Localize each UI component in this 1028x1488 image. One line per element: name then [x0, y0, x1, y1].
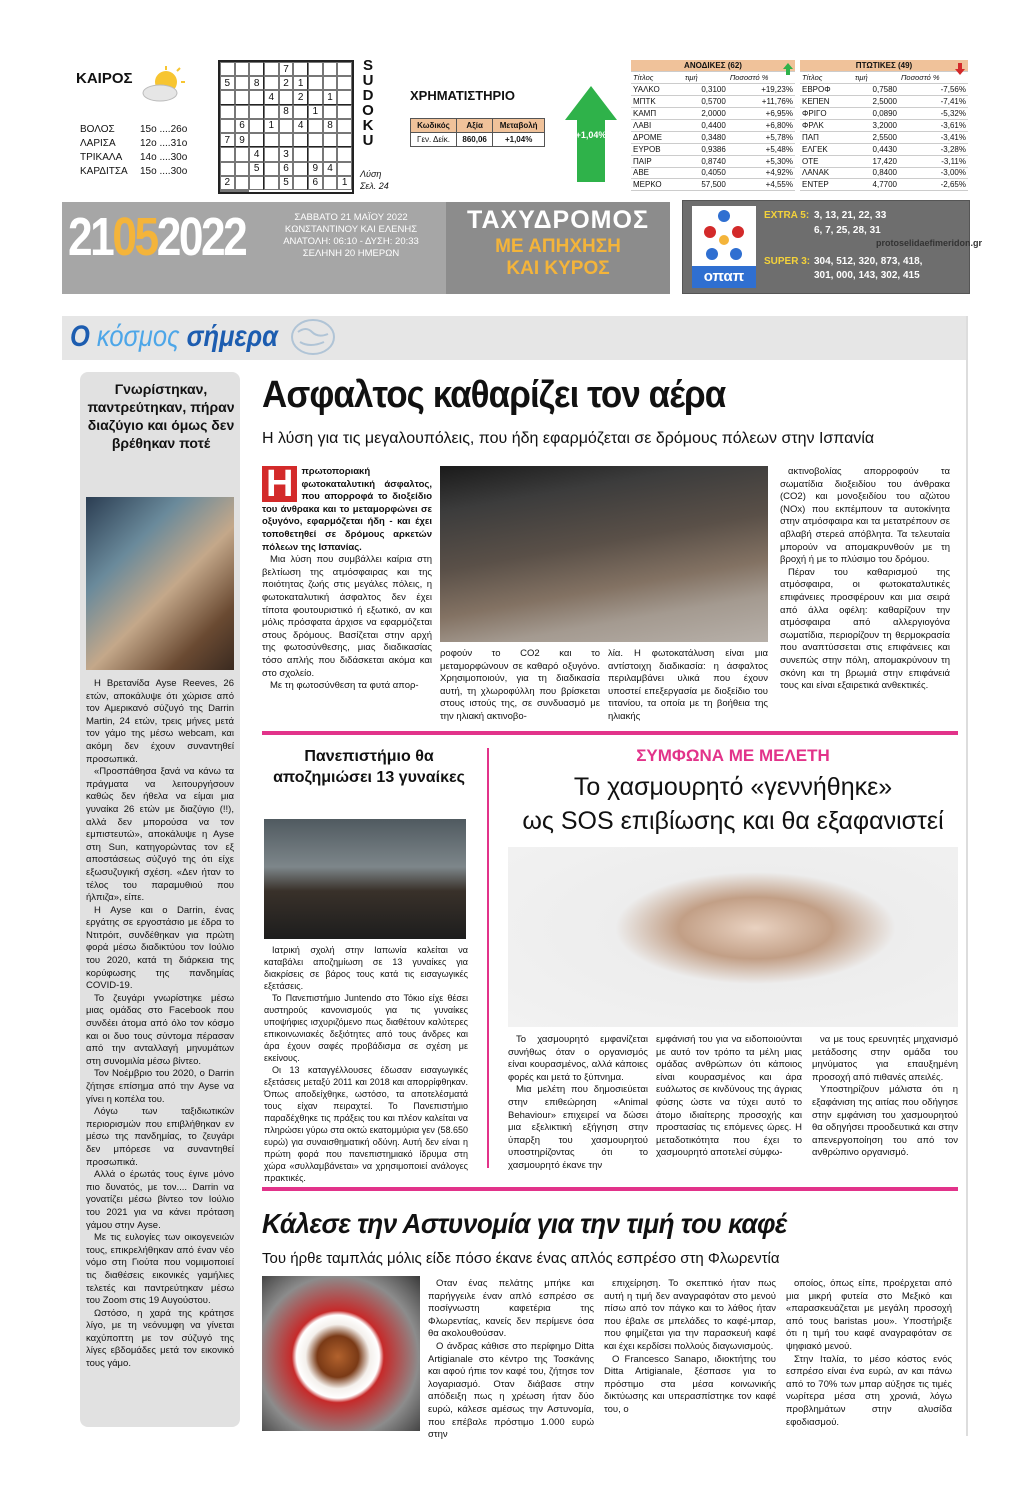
stock-cell: -3,00%: [899, 167, 968, 179]
stock-cell: 0,5700: [683, 96, 728, 108]
sudoku-cell: [337, 76, 352, 90]
sudoku-cell: [220, 105, 235, 119]
stock-cell: -2,65%: [899, 179, 968, 191]
stock-row: [631, 84, 795, 96]
stock-cell: 0,4400: [683, 119, 728, 131]
sudoku-cell: 4: [264, 90, 279, 104]
stock-cell: ΛΑΒΙ: [631, 119, 683, 131]
masthead-slogan: ΜΕ ΑΠΗΧΗΣΗ ΚΑΙ ΚΥΡΟΣ: [495, 236, 621, 279]
sudoku-cell: 7: [279, 62, 294, 76]
stock-cell: ΜΕΡΚΟ: [631, 179, 683, 191]
stock-col-header: Τίτλος: [631, 72, 683, 84]
sudoku-cell: [235, 190, 250, 192]
sudoku-cell: 7: [220, 133, 235, 147]
stock-row: [631, 155, 795, 167]
stock-cell: 0,4050: [683, 167, 728, 179]
sudoku-cell: [308, 62, 323, 76]
stock-col-header: τιμή: [683, 72, 728, 84]
stock-cell: -7,56%: [899, 84, 968, 96]
sudoku-cell: 1: [293, 76, 308, 90]
sudoku-cell: [337, 147, 352, 161]
stock-col-header: τιμή: [853, 72, 899, 84]
sudoku-cell: [235, 147, 250, 161]
sudoku-cell: 1: [337, 176, 352, 190]
sudoku-cell: [220, 147, 235, 161]
article1-title: Ασφαλτος καθαρίζει τον αέρα: [262, 374, 726, 416]
sudoku-cell: 9: [308, 162, 323, 176]
sudoku-cell: 2: [220, 176, 235, 190]
stock-cell: 2,0000: [683, 108, 728, 120]
stock-cell: ΟΤΕ: [800, 155, 853, 167]
stock-cell: ΑΒΕ: [631, 167, 683, 179]
sudoku-cell: [264, 62, 279, 76]
stock-cell: ΠΑΠ: [800, 131, 853, 143]
sudoku-title: [358, 58, 378, 148]
stock-col-header: Ποσοστό %: [899, 72, 968, 84]
stock-row: [800, 131, 968, 143]
sudoku-letter: U: [362, 72, 374, 89]
stock-table-title: ΠΤΩΤΙΚΕΣ (49): [800, 60, 968, 72]
article1-col1: Η πρωτοποριακή φωτοκαταλυτική άσφαλτος, που απορροφά το διοξείδιο του άνθρακα και το μεταμορφώνει σε οξυγόνο, εφαρμόζεται ήδη - και έχει τοποθετηθεί σε δρόμους αρκετών πόλεων της Ισπανίας. Μια λύση που συμβάλλει καίρια στη βελτίωση της ατμόσφαιρας και της ποιότητας ζωής στις μεγάλες πόλεις, η φωτοκαταλυτική άσφαλτος δεν έχει τίποτα φουτουριστικό ή εξωτικό, αν και μόλις πρόσφατα άρχισε να εφαρμόζεται στους δρόμους. Βασίζεται στην αρχή της φωτοσύνθεσης, μιας διαδικασίας τόσο απλής που διδάσκεται ακόμα και στο σχολείο. Με τη φωτοσύνθεση τα φυτά απορ-: [262, 463, 432, 692]
index-change-label: +1,04%: [575, 130, 607, 140]
falling-stocks-table: [800, 60, 968, 191]
stock-cell: ΚΑΜΠ: [631, 108, 683, 120]
sudoku-cell: 2: [279, 76, 294, 90]
stock-row: [631, 119, 795, 131]
sudoku-solution-ref: Λύση Σελ. 24: [360, 169, 389, 191]
sudoku-cell: [293, 162, 308, 176]
sudoku-cell: [249, 105, 264, 119]
stock-cell: -3,11%: [899, 155, 968, 167]
stock-row: [800, 143, 968, 155]
sudoku-cell: 5: [249, 162, 264, 176]
sudoku-cell: [323, 176, 338, 190]
sudoku-cell: 6: [279, 162, 294, 176]
sudoku-cell: [249, 176, 264, 190]
red-arrow-icon: [955, 62, 965, 74]
sudoku-cell: [323, 62, 338, 76]
sudoku-cell: [264, 105, 279, 119]
sudoku-cell: [337, 90, 352, 104]
extra5-numbers: 6, 7, 25, 28, 31: [814, 225, 881, 236]
stock-row: [631, 96, 795, 108]
stock-row: [800, 84, 968, 96]
sudoku-cell: 4: [323, 162, 338, 176]
stock-cell: -3,28%: [899, 143, 968, 155]
rising-stocks-table: [631, 60, 795, 191]
stock-cell: 3,2000: [853, 119, 899, 131]
stock-row: [800, 167, 968, 179]
stock-cell: ΦΡΛΚ: [800, 119, 853, 131]
stock-cell: 0,8400: [853, 167, 899, 179]
sudoku-cell: [293, 133, 308, 147]
sudoku-letter: S: [362, 57, 373, 74]
stock-cell: 0,3480: [683, 131, 728, 143]
stock-cell: ΚΕΠΕΝ: [800, 96, 853, 108]
sudoku-cell: 8: [323, 119, 338, 133]
sudoku-cell: [293, 147, 308, 161]
sudoku-cell: [249, 119, 264, 133]
article3-photo: [508, 847, 958, 1027]
stock-cell: 4,7700: [853, 179, 899, 191]
sudoku-cell: [279, 90, 294, 104]
stock-cell: ΥΑΛΚΟ: [631, 84, 683, 96]
stock-cell: 0,8740: [683, 155, 728, 167]
stock-cell: -7,41%: [899, 96, 968, 108]
sudoku-cell: [337, 105, 352, 119]
article3-kicker: ΣΥΜΦΩΝΑ ΜΕ ΜΕΛΕΤΗ: [636, 746, 830, 765]
sudoku-cell: [235, 62, 250, 76]
weather-row: ΒΟΛΟΣ 15o ....26o: [80, 124, 188, 135]
stock-cell: -3,41%: [899, 131, 968, 143]
article1-col2: ροφούν το CO2 και το μεταμορφώνουν σε καθαρό οξυγόνο. Χρησιμοποιούν, για τη διαδικασία αυτή, τη χλωροφύλλη που βρίσκεται στους ιστούς της, σε συνδυασμό με την ηλιακή ακτινοβο-: [440, 648, 600, 722]
sudoku-letter: D: [362, 87, 374, 104]
sudoku-cell: [279, 133, 294, 147]
sidebar-headline: Γνωρίστηκαν, παντρεύτηκαν, πήραν διαζύγιο και όμως δεν βρέθηκαν ποτέ: [87, 381, 235, 451]
sudoku-cell: [264, 162, 279, 176]
article2-body: Ιατρική σχολή στην Ιαπωνία καλείται να καταβάλει αποζημίωση σε 13 γυναίκες για διακρίσεις σε βάρος τους κατά τις εισαγωγικές εξετάσεις. Το Πανεπιστήμιο Juntendo στο Τόκιο είχε θέσει αυστηρούς κανονισμούς για τις γυναίκες υποψήφιες ισχυριζόμενο πως διαθέτουν καλύτερες επικοινωνιακές δεξιότητες από τους άνδρες και άρα έχουν σαφές προβάδισμα σε σχέση με εκείνους. Οι 13 καταγγέλλουσες έδωσαν εισαγωγικές εξετάσεις μεταξύ 2011 και 2018 και απορρίφθηκαν. Όπως αποδείχθηκε, ωστόσο, τα αποτελέσματά τους είχαν πειραχτεί. Το Πανεπιστήμιο παραδέχθηκε τις πράξεις του και πλέον καλείται να πληρώσει γύρω στα οκτώ εκατομμύρια γεν (58.650 ευρώ) για συναισθηματική οδύνη. Αυτή δεν είναι η πρώτη φορά που πανεπιστημιακό ίδρυμα στη χώρα «συλλαμβάνεται» να χρησιμοποιεί ανάλογες πρακτικές.: [264, 945, 468, 1183]
stock-row: [800, 119, 968, 131]
sudoku-cell: 5: [279, 176, 294, 190]
article4-photo: [262, 1276, 420, 1431]
sudoku-letter: K: [362, 117, 374, 134]
sudoku-cell: [220, 190, 235, 192]
stock-cell: +6,95%: [728, 108, 795, 120]
sudoku-cell: [249, 133, 264, 147]
sudoku-cell: [337, 119, 352, 133]
stock-cell: 0,0890: [853, 108, 899, 120]
sudoku-cell: [279, 119, 294, 133]
exchange-title: ΧΡΗΜΑΤΙΣΤΗΡΙΟ: [410, 88, 515, 103]
stock-cell: +11,76%: [728, 96, 795, 108]
article3-title: Το χασμουρητό «γεννήθηκε» ως SOS επιβίωσης και θα εξαφανιστεί: [522, 773, 944, 835]
sudoku-cell: [293, 62, 308, 76]
article4-subtitle: Του ήρθε ταμπλάς μόλις είδε πόσο έκανε ένας απλός εσπρέσο στη Φλωρεντία: [262, 1250, 780, 1267]
sudoku-cell: [323, 133, 338, 147]
stock-cell: +4,55%: [728, 179, 795, 191]
article4-col3: οποίος, όπως είπε, προέρχεται από μια μικρή φυτεία στο Μεξικό και «παρασκευάζεται με μεγάλη προσοχή από τους baristas μου». Υποστήριξε ότι η τιμή του καφέ αναγραφόταν σε ψηφιακό μενού. Στην Ιταλία, το μέσο κόστος ενός εσπρέσο είναι ένα ευρώ, αν και πάνω από το 70% των μπαρ αύξησε τις τιμές νωρίτερα μέσα στη χρονιά, λόγω προβλημάτων στην αλυσίδα εφοδιασμού.: [786, 1278, 952, 1428]
masthead-title: ΤΑΧΥΔΡΟΜΟΣ: [467, 206, 649, 234]
sudoku-cell: [264, 176, 279, 190]
sudoku-cell: [264, 147, 279, 161]
sudoku-cell: 2: [293, 90, 308, 104]
article1-col3: λία. Η φωτοκατάλυση είναι μια αντίστοιχη διαδικασία: η άσφαλτος περιλαμβάνει υλικά που έχουν υποστεί επεξεργασία με διοξείδιο του τιτανίου, τα οποία με τη βοήθεια της ηλιακής: [608, 648, 768, 722]
stock-row: [800, 108, 968, 120]
article2-title: Πανεπιστήμιο θα αποζημιώσει 13 γυναίκες: [273, 748, 465, 786]
extra5-label: EXTRA 5:: [764, 210, 810, 221]
stock-cell: ΔΡΟΜΕ: [631, 131, 683, 143]
extra5-numbers: 3, 13, 21, 22, 33: [814, 210, 887, 221]
stock-cell: ΦΡΙΓΟ: [800, 108, 853, 120]
watermark: protoselidaefimeridon.gr: [876, 238, 983, 248]
article1-subtitle: Η λύση για τις μεγαλουπόλεις, που ήδη εφαρμόζεται σε δρόμους πόλεων στην Ισπανία: [262, 430, 875, 447]
sudoku-cell: 3: [279, 147, 294, 161]
sudoku-cell: [323, 147, 338, 161]
article4-col2: επιχείρηση. Το σκεπτικό ήταν πως αυτή η τιμή δεν αναγραφόταν στο μενού πίσω από τον πάγκο και το λάθος ήταν που έβαλε σε μπελάδες το καφέ-μπαρ, που φημίζεται για την παρασκευή καφέ και έχει κερδίσει πολλούς διαγωνισμούς. Ο Francesco Sanapo, ιδιοκτήτης του Ditta Artigianale, ξέσπασε για το πρόστιμο στα μέσα κοινωνικής δικτύωσης και υπερασπίστηκε τον καφέ του, ο: [604, 1278, 776, 1415]
exchange-table: Κωδικός Αξία Μεταβολή Γεν. Δείκ. 860,06 +1,04%: [410, 118, 545, 147]
super3-numbers: 304, 512, 320, 873, 418,: [814, 256, 923, 267]
section-divider: [262, 731, 958, 735]
article3-col1: Το χασμουρητό εμφανίζεται συνήθως όταν ο οργανισμός είναι κουρασμένος, αλλά κάποιες φορές και μετά το ξύπνημα. Μια μελέτη που δημοσιεύεται στην επιθεώρηση «Animal Behaviour» επιχειρεί να δώσει μια εξελικτική εξήγηση στην ύπαρξη του χασμουρητού υποστηρίζοντας ότι το χασμουρητό έκανε την: [508, 1034, 648, 1171]
sudoku-cell: 9: [235, 133, 250, 147]
stock-cell: ΕΝΤΕΡ: [800, 179, 853, 191]
stock-cell: +4,92%: [728, 167, 795, 179]
article3-col2: εμφάνισή του για να ειδοποιούνται με αυτό τον τρόπο τα μέλη μιας ομάδας ανθρώπων ότι κάποιος είναι κουρασμένος και άρα ευάλωτος σε κινδύνους της άγριας φύσης ώστε να τύχει αυτό το άτομο ιδιαίτερης προσοχής και προστασίας τις επόμενες ώρες. Η μεταδοτικότητα που έχει το χασμουρητό αποτελεί σύμφω-: [656, 1034, 802, 1159]
sudoku-cell: [308, 133, 323, 147]
sudoku-cell: [323, 105, 338, 119]
sidebar-photo: [86, 497, 234, 670]
stock-cell: 2,5000: [853, 96, 899, 108]
stock-row: [631, 179, 795, 191]
sudoku-cell: [249, 62, 264, 76]
sudoku-cell: [235, 162, 250, 176]
column-divider: [487, 748, 489, 1168]
stock-cell: 0,7580: [853, 84, 899, 96]
article1-photo: [440, 466, 768, 642]
globe-icon: [290, 318, 336, 356]
sudoku-cell: [220, 162, 235, 176]
sudoku-letter: U: [362, 132, 374, 149]
stock-cell: 57,500: [683, 179, 728, 191]
section-divider: [262, 1187, 958, 1191]
sudoku-cell: 8: [279, 105, 294, 119]
sudoku-cell: 4: [293, 119, 308, 133]
sudoku-cell: [337, 133, 352, 147]
stock-cell: +5,30%: [728, 155, 795, 167]
sudoku-cell: 1: [264, 119, 279, 133]
super3-numbers: 301, 000, 143, 302, 415: [814, 270, 920, 281]
right-rule: [966, 316, 968, 1436]
date-info: ΣΑΒΒΑΤΟ 21 ΜΑΪΟΥ 2022 ΚΩΝΣΤΑΝΤΙΝΟΥ ΚΑΙ ΕΛΕΝΗΣ ΑΝΑΤΟΛΗ: 06:10 - ΔΥΣΗ: 20:33 ΣΕΛΗΝΗ 20 ΗΜΕΡΩΝ: [283, 212, 419, 259]
weather-row: ΚΑΡΔΙΤΣΑ 15o ....30o: [80, 166, 188, 177]
article4-col1: Οταν ένας πελάτης μπήκε και παρήγγειλε έναν απλό εσπρέσο σε ποσίγνωστη καφετέρια της Φλωρεντίας, κανείς δεν περίμενε όσα θα ακολουθούσαν. Ο άνδρας κάθισε στο περίφημο Ditta Artigianale στο κέντρο της Τοσκάνης και αφού ήπιε τον καφέ του, ζήτησε τον λογαριασμό. Οταν διάβασε στην απόδειξη πως η χρέωση ήταν δύο ευρώ, κάλεσε αμέσως την Αστυνομία, που επέβαλε πρόστιμο 1.000 ευρώ στην: [428, 1278, 594, 1441]
stock-cell: +19,23%: [728, 84, 795, 96]
sudoku-cell: [308, 90, 323, 104]
article1-col4: ακτινοβολίας απορροφούν τα σωματίδια διοξειδίου του άνθρακα (CO2) και μονοξειδίου του αζώτου (NOx) που εκπέμπουν τα αυτοκίνητα στην ατμόσφαιρα και τα μετατρέπουν σε αβλαβή στερεά απόβλητα. Τα τελευταία μπορούν να απομακρυνθούν με τη βροχή ή με το πλύσιμο του δρόμου. Πέραν του καθαρισμού της ατμόσφαιρα, οι φωτοκαταλυτικές επιφάνειες προσφέρουν και μια σειρά από άλλα οφέλη: καθαρίζουν την ατμόσφαιρα από αλλεργιογόνα σωματίδια, περιορίζουν τη θερμοκρασία που αναπτύσσεται στις επιφάνειες και συνεπώς στην πόλη, απομακρύνουν τη σκόνη και τη βρωμιά στην επιφάνειά τους και είναι εξαιρετικά ανθεκτικές.: [780, 466, 950, 692]
green-arrow-icon: [783, 62, 793, 74]
stock-row: [631, 108, 795, 120]
stock-cell: 0,4430: [853, 143, 899, 155]
stock-cell: ΕΥΡΟΒ: [631, 143, 683, 155]
stock-cell: +5,78%: [728, 131, 795, 143]
sidebar-body: Η Βρετανίδα Ayse Reeves, 26 ετών, αποκάλυψε ότι χώρισε από τον Αμερικανό σύζυγό της Darrin Martin, 24 ετών, τρεις μήνες μετά τον γάμο της μέσω webcam, και ακόμη δεν έχουν συναντηθεί προσωπικά. «Προσπάθησα ξανά να κάνω τα πράγματα να λειτουργήσουν καθώς δεν ήθελα να είμαι μια γυναίκα 26 ετών με διαζύγιο (!!), αλλά δεν μπορούσα να τον εμπιστευτώ», αποκάλυψε η Ayse στη Sun, κατηγορώντας τον εξ αποστάσεως σύζυγό της ότι είχε εξωσυζυγική σχέση. «Δεν ήταν το τέλος του παραμυθιού που ήλπιζα», είπε. Η Ayse και ο Darrin, ένας εργάτης σε εργοστάσιο με έδρα το Ντιτρόιτ, συνδέθηκαν για πρώτη φορά μέσω διαδικτύου τον Ιούλιο του 2020, κατά τη διάρκεια της κορύφωσης της πανδημίας COVID-19. Το ζευγάρι γνωρίστηκε μέσω μιας ομάδας στο Facebook που συνδέει άτομα από όλο τον κόσμο και οι δυο τους σύντομα πέρασαν από την ανταλλαγή μηνυμάτων στη συνομιλία μέσω βίντεο. Τον Νοέμβριο του 2020, ο Darrin ζήτησε επίσημα από την Ayse να γίνει η κοπέλα του. Λόγω των ταξιδιωτικών περιορισμών που επιβλήθηκαν εν μέσω της πανδημίας, το ζευγάρι δεν μπόρεσε να συναντηθεί προσωπικά. Αλλά ο έρωτάς τους έγινε μόνο πιο δυνατός, με τον.... Darrin να γονατίζει μέσω βίντεο τον Ιούλιο του 2021 για να κάνει πρόταση γάμου στην Ayse. Με τις ευλογίες των οικογενειών τους, επικρελήθηκαν από έναν νέο νόμο στη Γιούτα που νομιμοποιεί τις διαθέσεις εικονικές γαμήλιες τελετές και παντρεύτηκαν μέσω του Zoom στις 19 Αυγούστου. Ωστόσο, η χαρά της κράτησε λίγο, με τη νεόνυμφη να γίνεται καχύποπτη με τον σύζυγό της λίγες εβδομάδες μετά τον εικονικό τους γάμο.: [86, 678, 234, 1370]
sudoku-cell: 4: [249, 147, 264, 161]
sudoku-cell: 1: [308, 105, 323, 119]
stock-cell: 0,9386: [683, 143, 728, 155]
stock-row: [631, 143, 795, 155]
stock-cell: ΜΠΤΚ: [631, 96, 683, 108]
stock-cell: +6,80%: [728, 119, 795, 131]
stock-cell: 2,5500: [853, 131, 899, 143]
stock-cell: ΛΑΝΑΚ: [800, 167, 853, 179]
stock-row: [800, 179, 968, 191]
stock-row: [800, 96, 968, 108]
sudoku-cell: 6: [308, 176, 323, 190]
stock-row: [800, 155, 968, 167]
weather-row: ΤΡΙΚΑΛΑ 14o ....30o: [80, 152, 188, 163]
sudoku-cell: [337, 162, 352, 176]
sudoku-cell: [249, 90, 264, 104]
sun-cloud-icon: [140, 66, 186, 102]
sudoku-cell: [308, 147, 323, 161]
sudoku-cell: [337, 62, 352, 76]
sudoku-cell: [220, 119, 235, 133]
stock-cell: -5,32%: [899, 108, 968, 120]
weather-title: ΚΑΙΡΟΣ: [76, 70, 133, 87]
sudoku-cell: [293, 105, 308, 119]
sudoku-cell: [220, 90, 235, 104]
stock-col-header: Ποσοστό %: [728, 72, 795, 84]
stock-cell: 17,420: [853, 155, 899, 167]
sudoku-cell: [235, 76, 250, 90]
sudoku-grid: [218, 60, 354, 194]
stock-cell: ΕΒΡΟΦ: [800, 84, 853, 96]
sudoku-cell: [323, 76, 338, 90]
stock-col-header: Τίτλος: [800, 72, 853, 84]
article4-title: Κάλεσε την Αστυνομία για την τιμή του καφέ: [262, 1208, 787, 1239]
article2-photo: [264, 819, 466, 939]
sudoku-cell: 5: [220, 76, 235, 90]
stock-row: [631, 167, 795, 179]
stock-cell: ΕΛΓΕΚ: [800, 143, 853, 155]
sudoku-cell: [308, 119, 323, 133]
weather-row: ΛΑΡΙΣΑ 12o ....31o: [80, 138, 188, 149]
weather-box: [64, 62, 214, 192]
sudoku-cell: 6: [235, 119, 250, 133]
sudoku-cell: [264, 133, 279, 147]
sudoku-cell: [220, 62, 235, 76]
opap-logo: οπαπ: [692, 206, 756, 288]
sudoku-cell: [264, 76, 279, 90]
stock-table-title: ΑΝΟΔΙΚΕΣ (62): [631, 60, 795, 72]
article3-col3: να με τους ερευνητές μηχανισμό μετάδοσης στην ομάδα του μηνύματος για επαυξημένη προσοχή από πιθανές απειλές. Υποστηρίζουν μάλιστα ότι η εξαφάνιση της αιτίας που οδήγησε στην εμφάνιση του χασμουρητού θα οδηγήσει προοδευτικά και στην απενεργοποίηση του από τον ανθρώπινο οργανισμό.: [812, 1034, 958, 1159]
sudoku-cell: 1: [323, 90, 338, 104]
stock-cell: -3,61%: [899, 119, 968, 131]
stock-cell: ΠΑΙΡ: [631, 155, 683, 167]
sudoku-cell: [235, 90, 250, 104]
sudoku-cell: [293, 176, 308, 190]
sudoku-cell: 8: [249, 76, 264, 90]
stock-row: [631, 131, 795, 143]
sudoku-letter: O: [362, 102, 374, 119]
sudoku-cell: [235, 105, 250, 119]
up-arrow-icon: [565, 86, 617, 182]
stock-cell: 0,3100: [683, 84, 728, 96]
issue-date: 21052022: [68, 207, 246, 267]
super3-label: SUPER 3:: [764, 256, 811, 267]
sudoku-cell: [235, 176, 250, 190]
section-title: Ο κόσμος σήμερα: [70, 320, 278, 353]
stock-cell: +5,48%: [728, 143, 795, 155]
sudoku-cell: [308, 76, 323, 90]
